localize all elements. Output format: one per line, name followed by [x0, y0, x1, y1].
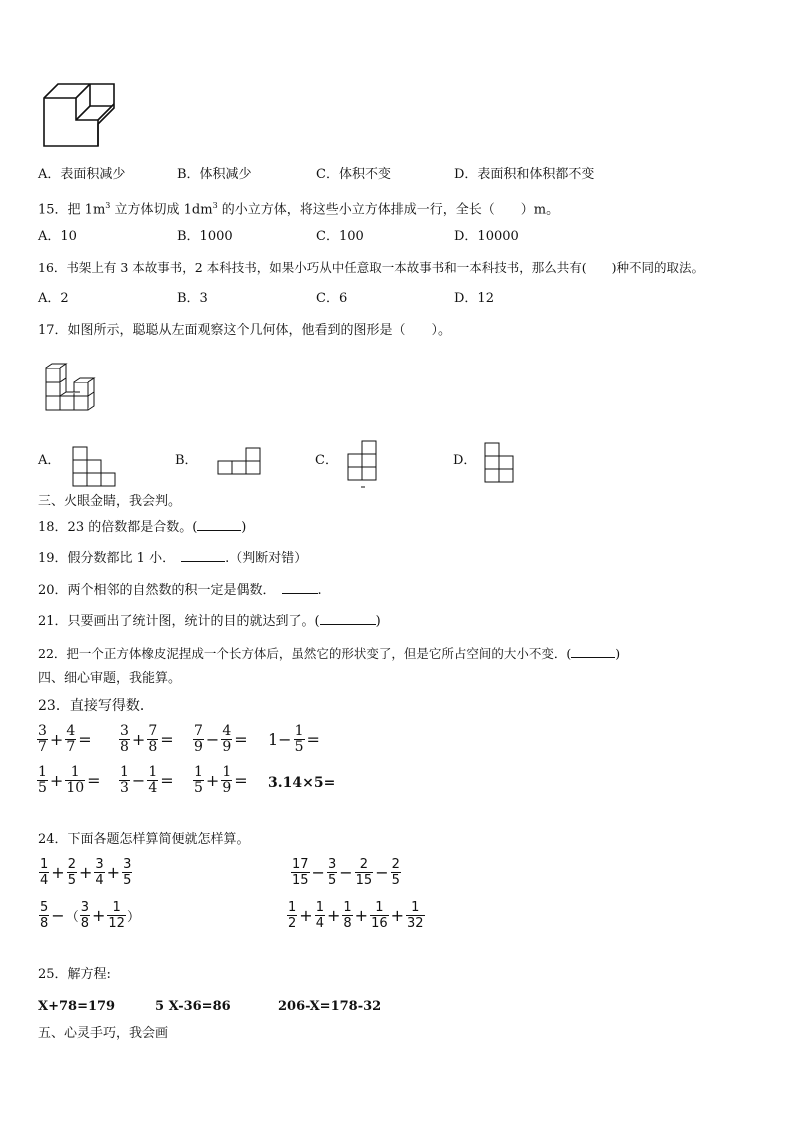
q18-text: 18．23 的倍数都是合数。(	[38, 520, 198, 535]
q15-option-d[interactable]: D．10000	[454, 229, 519, 244]
fraction: $\frac{7}{8}$	[148, 723, 158, 755]
fraction: $\frac{7}{9}$	[194, 723, 203, 755]
q15-text-post: 的小立方体，将这些小立方体排成一行，全长（ ）m。	[217, 202, 560, 218]
fraction: $\frac{1}{5}$	[194, 764, 203, 796]
q23-expr-5: $\frac{1}{5}$ + $\frac{1}{10}$ =	[38, 764, 101, 796]
q15-text-mid: 立方体切成 1dm	[110, 202, 213, 218]
q16-option-a[interactable]: A．2	[38, 291, 69, 306]
q15-question	[38, 198, 559, 218]
q18-question	[38, 520, 246, 536]
fraction: $\frac{1}{2}$	[288, 900, 297, 931]
fraction: $\frac{1}{5}$	[294, 723, 304, 755]
q16-option-c[interactable]: C．6	[316, 291, 348, 306]
q19-question	[38, 551, 307, 567]
q14-option-b[interactable]: B．体积减少	[177, 167, 252, 182]
fraction: $\frac{1}{12}$	[108, 900, 125, 931]
fraction: $\frac{1}{8}$	[343, 900, 352, 931]
fraction: $\frac{1}{4}$	[315, 900, 324, 931]
q14-option-a[interactable]: A．表面积减少	[38, 167, 126, 182]
fraction: $\frac{3}{5}$	[123, 857, 132, 888]
q20-text: 20．两个相邻的自然数的积一定是偶数．	[38, 583, 276, 598]
q16-option-d[interactable]: D．12	[454, 291, 494, 306]
q23-title: 23．直接写得数．	[38, 698, 154, 714]
section-5-heading: 五、心灵手巧，我会画	[38, 1026, 169, 1041]
section-3-heading: 三、火眼金睛，我会判。	[38, 494, 182, 509]
q16-question: 16．书架上有 3 本故事书，2 本科技书，如果小巧从中任意取一本故事书和一本科技书，那么共有( )种不同的取法。	[38, 260, 704, 275]
q15-text-pre: 15．把 1m	[38, 202, 106, 218]
fraction: $\frac{3}{7}$	[38, 723, 47, 755]
fraction: $\frac{1}{10}$	[66, 764, 85, 796]
q15-sup1: 3	[105, 201, 111, 210]
q17-option-a-shape[interactable]	[72, 446, 116, 488]
q24-expr-4: $\frac{1}{2}$ + $\frac{1}{4}$ + $\frac{1}{8}$ + $\frac{1}{16}$ + $\frac{1}{32}$	[288, 900, 424, 931]
q19-tail: .（判断对错）	[225, 551, 308, 566]
q21-answer-blank[interactable]	[320, 624, 376, 625]
q22-answer-blank[interactable]	[571, 657, 615, 658]
q17-option-d-shape[interactable]	[484, 442, 516, 486]
q20-tail: .	[317, 583, 322, 598]
q15-option-b[interactable]: B．1000	[177, 229, 233, 244]
fraction: $\frac{17}{15}$	[292, 857, 309, 888]
fraction: $\frac{3}{8}$	[120, 723, 129, 755]
q19-text: 19．假分数都比 1 小．	[38, 551, 176, 566]
q23-expr-8: 3.14×5=	[268, 775, 336, 791]
q17-question: 17．如图所示，聪聪从左面观察这个几何体，他看到的图形是（ ）。	[38, 323, 452, 338]
q16-option-b[interactable]: B．3	[177, 291, 208, 306]
q23-expr-6: $\frac{1}{3}$ − $\frac{1}{4}$ =	[120, 764, 174, 796]
fraction: $\frac{2}{15}$	[355, 857, 373, 888]
fraction: $\frac{5}{8}$	[40, 900, 49, 931]
q15-sup2: 3	[212, 201, 218, 210]
q14-option-d[interactable]: D．表面积和体积都不变	[454, 167, 595, 182]
q17-option-b-shape[interactable]	[217, 447, 261, 475]
fraction: $\frac{1}{16}$	[371, 900, 388, 931]
q18-answer-blank[interactable]	[197, 530, 241, 531]
fraction: $\frac{4}{7}$	[66, 723, 76, 755]
section-4-heading: 四、细心审题，我能算。	[38, 671, 182, 686]
q23-expr-4: 1− $\frac{1}{5}$ =	[268, 723, 320, 755]
q15-option-c[interactable]: C．100	[316, 229, 364, 244]
q24-title: 24．下面各题怎样算简便就怎样算。	[38, 832, 250, 847]
q17-option-c-letter[interactable]: C．	[315, 453, 338, 468]
q20-question	[38, 583, 322, 599]
q23-expr-3: $\frac{7}{9}$ − $\frac{4}{9}$ =	[194, 723, 248, 755]
q17-option-d-letter[interactable]: D．	[453, 453, 477, 468]
fraction: $\frac{1}{4}$	[148, 764, 158, 796]
fraction: $\frac{2}{5}$	[391, 857, 400, 888]
cube-stack-figure	[44, 364, 104, 412]
fraction: $\frac{3}{8}$	[80, 900, 89, 931]
q21-text: 21．只要画出了统计图，统计的目的就达到了。(	[38, 614, 320, 629]
q22-text: 22．把一个正方体橡皮泥捏成一个长方体后，虽然它的形状变了，但是它所占空间的大小不变．(	[38, 646, 572, 661]
q19-answer-blank[interactable]	[181, 561, 225, 562]
q15-option-a[interactable]: A．10	[38, 229, 77, 244]
q25-equation-2: 5 X-36=86	[155, 999, 231, 1014]
fraction: $\frac{1}{5}$	[38, 764, 47, 796]
q25-equation-1: X+78=179	[38, 999, 116, 1014]
q23-expr-2: $\frac{3}{8}$ + $\frac{7}{8}$ =	[120, 723, 174, 755]
fraction: $\frac{1}{3}$	[120, 764, 129, 796]
q21-tail: )	[375, 614, 381, 629]
fraction: $\frac{1}{32}$	[407, 900, 424, 931]
q25-title: 25．解方程:	[38, 967, 111, 982]
fraction: $\frac{3}{4}$	[95, 857, 104, 888]
q24-expr-2: $\frac{17}{15}$ − $\frac{3}{5}$ − $\frac{2}{15}$ − $\frac{2}{5}$	[292, 857, 400, 888]
q25-equation-3: 206-X=178-32	[278, 999, 382, 1014]
fraction: $\frac{3}{5}$	[327, 857, 337, 888]
q17-option-a-letter[interactable]: A．	[38, 453, 61, 468]
q23-expr-1: $\frac{3}{7}$ + $\frac{4}{7}$ =	[38, 723, 92, 755]
fraction: $\frac{1}{4}$	[40, 857, 49, 888]
q17-option-c-shape[interactable]	[347, 440, 379, 490]
cube-with-notch-figure	[40, 80, 120, 150]
fraction: $\frac{2}{5}$	[67, 857, 76, 888]
q14-option-c[interactable]: C．体积不变	[316, 167, 391, 182]
q22-tail: )	[615, 646, 621, 661]
q23-expr-7: $\frac{1}{5}$ + $\frac{1}{9}$ =	[194, 764, 248, 796]
q24-expr-1: $\frac{1}{4}$ + $\frac{2}{5}$ + $\frac{3}{4}$ + $\frac{3}{5}$	[40, 857, 132, 888]
fraction: $\frac{1}{9}$	[222, 764, 232, 796]
q18-tail: )	[241, 520, 247, 535]
q24-expr-3: $\frac{5}{8}$ − （ $\frac{3}{8}$ + $\frac{1}{12}$ ）	[40, 900, 140, 931]
fraction: $\frac{4}{9}$	[222, 723, 232, 755]
q17-option-b-letter[interactable]: B．	[175, 453, 198, 468]
q21-question	[38, 614, 381, 630]
q22-question	[38, 646, 620, 662]
q20-answer-blank[interactable]	[282, 593, 318, 594]
